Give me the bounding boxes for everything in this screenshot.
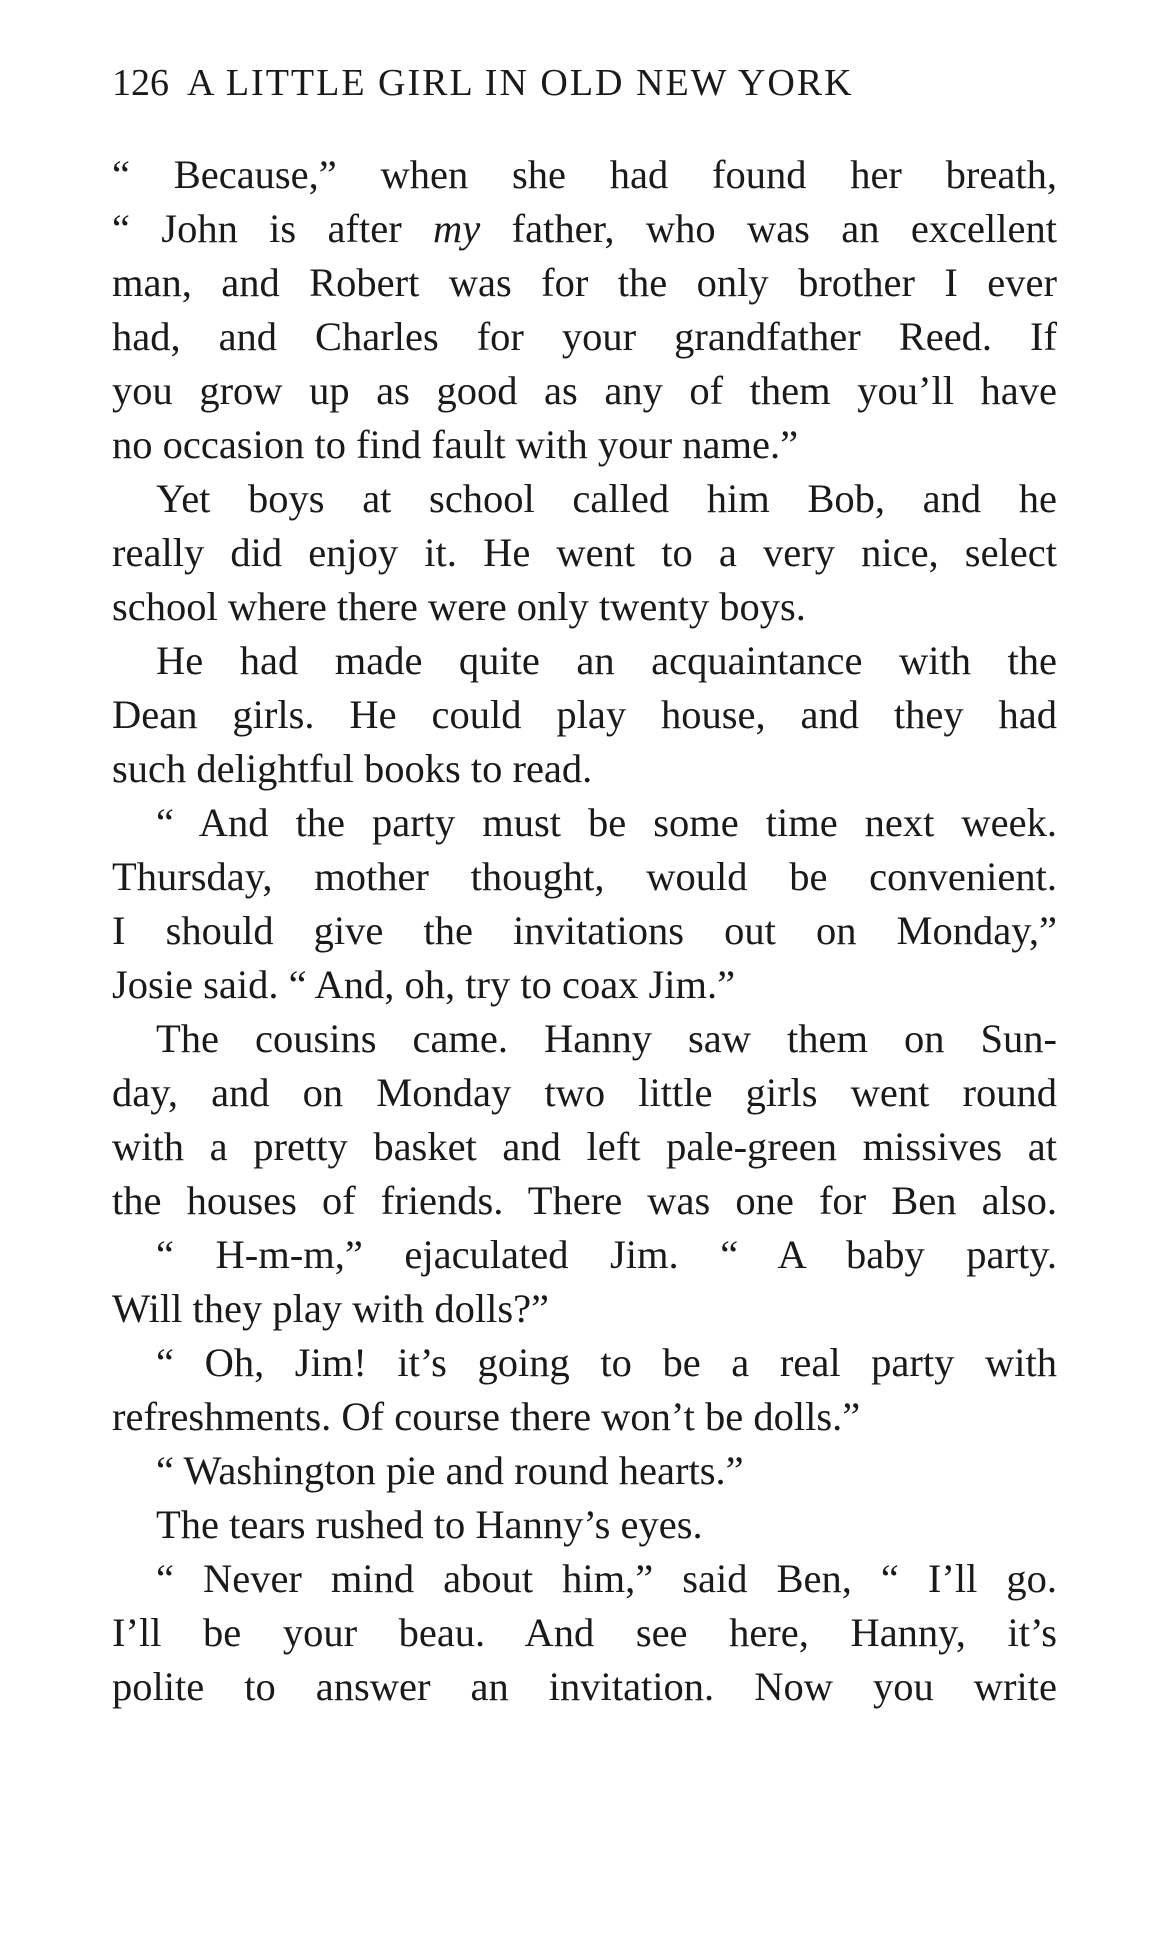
italic-word: my [433,206,481,251]
text-line: I’ll be your beau. And see here, Hanny, it’s [112,1610,1057,1655]
book-page [112,58,1057,1714]
text-line: man, and Robert was for the only brother I ever [112,260,1057,305]
paragraph [112,1012,1057,1228]
text-segment: “ John is after [112,206,434,251]
text-line: had, and Charles for your grandfather Reed. If [112,314,1057,359]
paragraph [112,148,1057,472]
running-head-title: A LITTLE GIRL IN OLD NEW YORK [187,62,854,104]
text-line: Josie said. “ And, oh, try to coax Jim.” [112,962,736,1007]
text-line: no occasion to find fault with your name.” [112,422,799,467]
page-number: 126 [112,62,169,104]
text-line: the houses of friends. There was one for Ben also. [112,1178,1057,1223]
text-line: Thursday, mother thought, would be convenient. [112,854,1057,899]
text-line: such delightful books to read. [112,746,593,791]
text-line: “ And the party must be some time next week. [156,800,1057,845]
paragraph [112,1444,1057,1498]
text-line: polite to answer an invitation. Now you write [112,1664,1057,1709]
text-line: with a pretty basket and left pale-green missives at [112,1124,1057,1169]
paragraph [112,1228,1057,1336]
text-line: you grow up as good as any of them you’ll have [112,368,1057,413]
text-line: The cousins came. Hanny saw them on Sun- [156,1016,1057,1061]
text-line [112,202,1057,256]
paragraph [112,796,1057,1012]
paragraph [112,472,1057,634]
text-segment: father, who was an excellent [480,206,1057,251]
text-line: The tears rushed to Hanny’s eyes. [156,1502,703,1547]
paragraph [112,1498,1057,1552]
paragraph [112,1552,1057,1714]
text-line: day, and on Monday two little girls went round [112,1070,1057,1115]
text-line: He had made quite an acquaintance with the [156,638,1057,683]
body-text [112,148,1057,1714]
text-line: I should give the invitations out on Monday,” [112,908,1057,953]
text-line: really did enjoy it. He went to a very nice, select [112,530,1057,575]
text-line: “ Washington pie and round hearts.” [156,1448,744,1493]
text-line: “ Never mind about him,” said Ben, “ I’ll go. [156,1556,1057,1601]
text-line: “ Oh, Jim! it’s going to be a real party with [156,1340,1057,1385]
text-line: “ H-m-m,” ejaculated Jim. “ A baby party. [156,1232,1057,1277]
paragraph [112,634,1057,796]
paragraph [112,1336,1057,1444]
running-head [112,58,1057,108]
text-line: refreshments. Of course there won’t be dolls.” [112,1394,861,1439]
text-line: Yet boys at school called him Bob, and he [156,476,1057,521]
text-line: Dean girls. He could play house, and they had [112,692,1057,737]
text-line: school where there were only twenty boys. [112,584,806,629]
text-line: “ Because,” when she had found her breath, [112,152,1057,197]
text-line: Will they play with dolls?” [112,1286,550,1331]
